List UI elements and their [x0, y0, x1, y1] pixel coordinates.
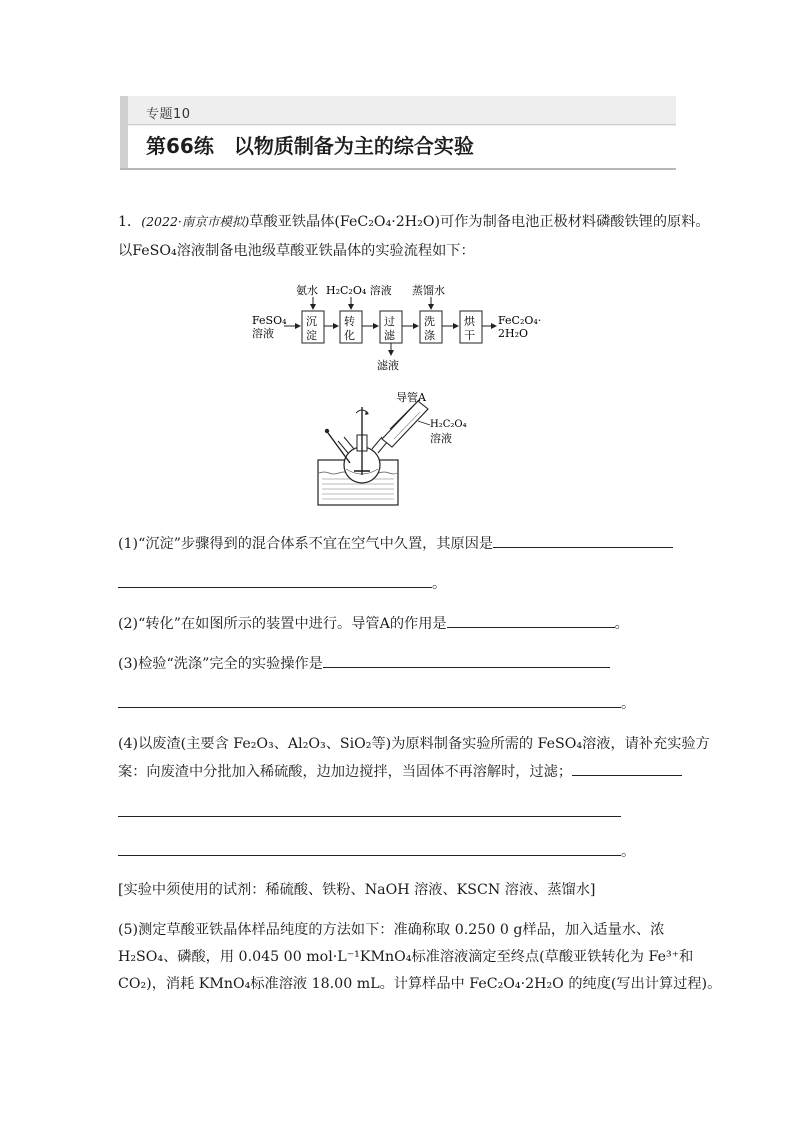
flow-reagent-oxalic: H₂C₂O₄ 溶液 — [326, 284, 392, 297]
header-divider — [120, 124, 676, 125]
reagent-label-1: H₂C₂O₄ — [430, 419, 467, 430]
answer-blank-3b[interactable] — [118, 693, 621, 708]
flow-output-filtrate: 滤液 — [377, 359, 399, 372]
part-2-line-1 — [118, 613, 629, 634]
part-5-line-1: (5)测定草酸亚铁晶体样品纯度的方法如下：准确称取 0.250 0 g样品，加入适量水、浓 — [118, 922, 665, 938]
flow-step-1-char-1: 沉 — [306, 315, 317, 328]
answer-blank-4a[interactable] — [572, 761, 682, 776]
page-title: 第66练 以物质制备为主的综合实验 — [146, 134, 474, 158]
answer-blank-1b[interactable] — [118, 573, 432, 588]
question-intro-line-1 — [118, 212, 710, 232]
part-4-line-1: (4)以废渣(主要含 Fe₂O₃、Al₂O₃、SiO₂等)为原料制备实验所需的 FeSO₄溶液，请补充实验方 — [118, 736, 710, 752]
period: 。 — [432, 576, 447, 592]
flow-step-5-char-1: 烘 — [464, 315, 475, 328]
answer-blank-4c[interactable] — [118, 841, 621, 856]
part-1-line-1 — [118, 533, 673, 554]
flow-step-2-char-1: 转 — [344, 315, 355, 328]
flow-start-label-2: 溶液 — [252, 327, 274, 340]
header-bottom-rule — [120, 168, 676, 170]
flowchart-diagram — [240, 280, 570, 375]
flow-step-5-char-2: 干 — [464, 329, 475, 342]
dropping-funnel — [382, 401, 428, 447]
answer-blank-3a[interactable] — [323, 653, 610, 668]
flow-product-label-2: 2H₂O — [498, 327, 529, 340]
question-source: (2022·南京市模拟) — [141, 214, 250, 229]
period: 。 — [621, 844, 636, 860]
header-accent-bar — [120, 96, 128, 168]
flow-reagent-ammonia: 氨水 — [296, 284, 318, 297]
period: 。 — [621, 696, 636, 712]
apparatus-diagram — [310, 385, 500, 510]
part-3-text: (3)检验“洗涤”完全的实验操作是 — [118, 656, 323, 672]
part-1-text: (1)“沉淀”步骤得到的混合体系不宜在空气中久置，其原因是 — [118, 536, 494, 552]
tube-a-label: 导管A — [396, 391, 426, 404]
flow-step-1-char-2: 淀 — [306, 329, 317, 342]
answer-blank-1a[interactable] — [493, 533, 673, 548]
flow-step-2-char-2: 化 — [344, 329, 355, 342]
part-3-line-2 — [118, 693, 635, 714]
period: 。 — [614, 616, 629, 632]
reagents-note: [实验中须使用的试剂：稀硫酸、铁粉、NaOH 溶液、KSCN 溶液、蒸馏水] — [118, 882, 596, 898]
part-2-text: (2)“转化”在如图所示的装置中进行。导管A的作用是 — [118, 616, 447, 632]
part-4-line-4 — [118, 841, 635, 862]
flow-step-4-char-1: 洗 — [424, 315, 435, 328]
question-intro-text: 草酸亚铁晶体(FeC₂O₄·2H₂O)可作为制备电池正极材料磷酸铁锂的原料。 — [249, 214, 710, 230]
part-4-line-3 — [118, 802, 621, 823]
part-5-line-3: CO₂)，消耗 KMnO₄标准溶液 18.00 mL。计算样品中 FeC₂O₄·2H₂O 的纯度(写出计算过程)。 — [118, 976, 722, 992]
question-intro-line-2: 以FeSO₄溶液制备电池级草酸亚铁晶体的实验流程如下： — [118, 243, 475, 259]
question-number: 1． — [118, 214, 142, 230]
part-4-line-2 — [118, 761, 682, 782]
flow-step-3-char-1: 过 — [384, 315, 395, 328]
topic-label: 专题10 — [146, 107, 191, 122]
answer-blank-2[interactable] — [447, 613, 615, 628]
flow-product-label-1: FeC₂O₄· — [498, 314, 542, 327]
part-5-line-2: H₂SO₄、磷酸，用 0.045 00 mol·L⁻¹KMnO₄标准溶液滴定至终点(草酸亚铁转化为 Fe³⁺和 — [118, 949, 694, 965]
flow-step-3-char-2: 滤 — [384, 329, 395, 342]
flow-step-4-char-2: 涤 — [424, 329, 435, 342]
answer-blank-4b[interactable] — [118, 802, 621, 817]
flow-reagent-water: 蒸馏水 — [412, 284, 445, 297]
thermometer — [328, 433, 350, 463]
reagent-label-2: 溶液 — [430, 432, 452, 445]
part-3-line-1 — [118, 653, 610, 674]
part-4-text: 案：向废渣中分批加入稀硫酸，边加边搅拌，当固体不再溶解时，过滤； — [118, 764, 573, 780]
part-1-line-2 — [118, 573, 446, 594]
flow-start-label-1: FeSO₄ — [252, 314, 287, 327]
